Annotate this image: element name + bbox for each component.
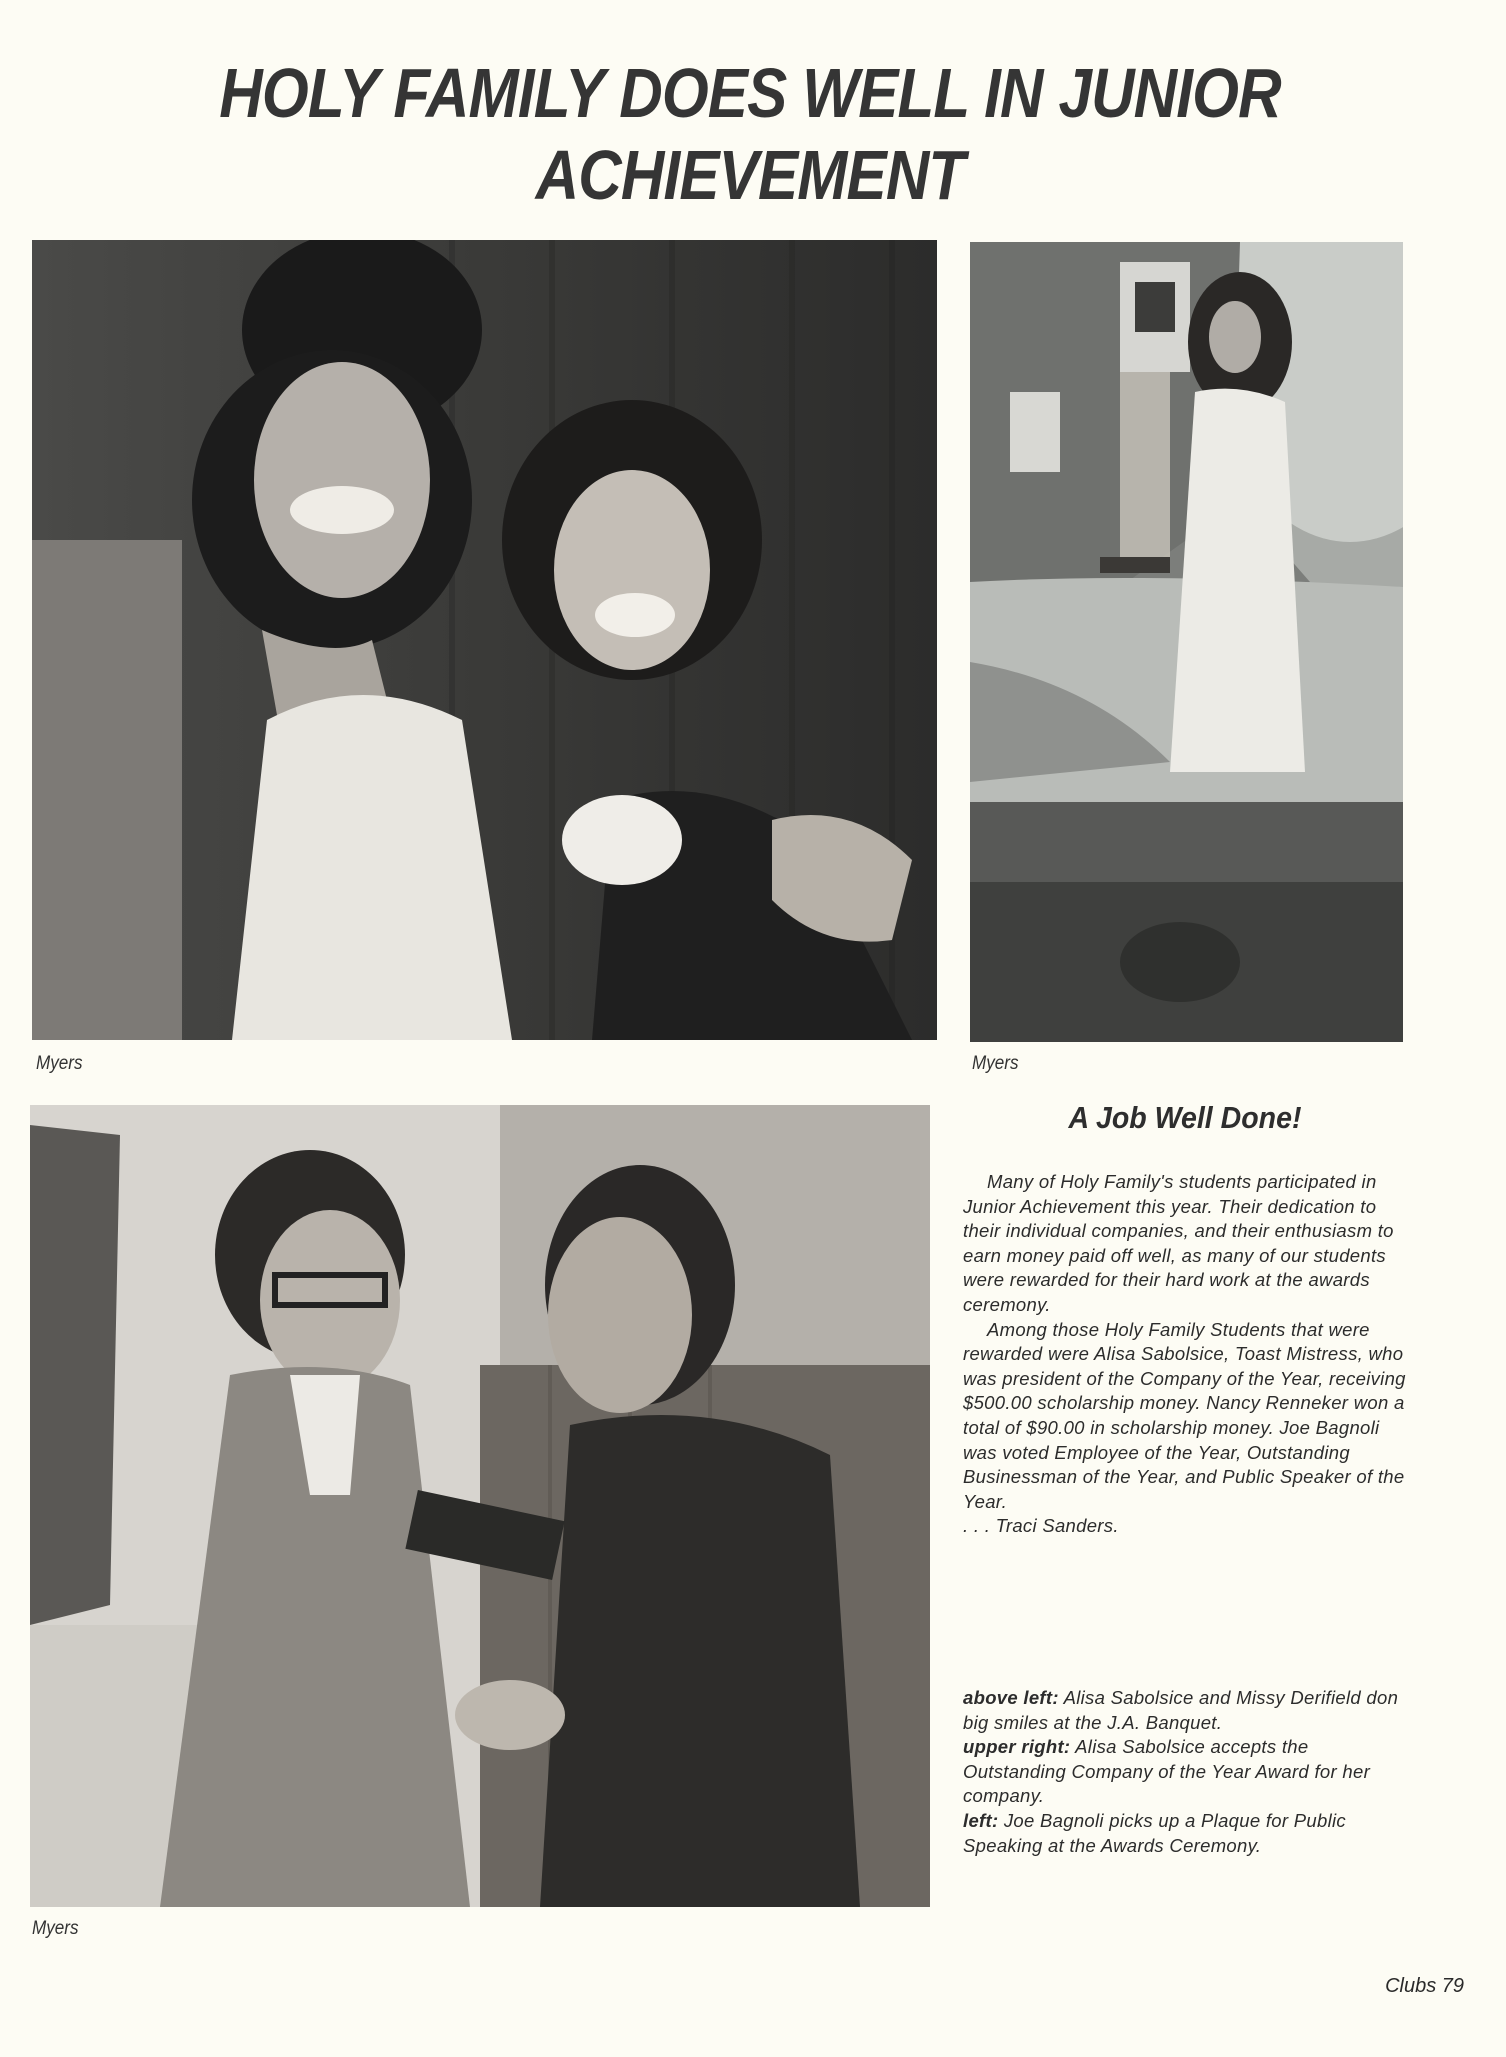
caption-above-left bbox=[963, 1686, 1408, 1735]
photo-credit: Myers bbox=[32, 1918, 79, 1939]
photo-trophy-image bbox=[970, 242, 1403, 1042]
photo-captions bbox=[963, 1686, 1408, 1858]
page-folio: Clubs 79 bbox=[1385, 1975, 1464, 1997]
story-paragraph: Among those Holy Family Students that were rewarded were Alisa Sabolsice, Toast Mistress, who was president of the Company of the Year, receiving $500.00 scholarship money. Nancy Renneker won a total of $90.00 in scholarship money. Joe Bagnoli was voted Employee of the Year, Outstanding Businessman of the Year, and Public Speaker of the Year. bbox=[963, 1318, 1406, 1512]
photo-credit: Myers bbox=[972, 1053, 1019, 1074]
story-body bbox=[963, 1170, 1408, 1539]
story-title: A Job Well Done! bbox=[1068, 1100, 1302, 1135]
caption-label: upper right: bbox=[963, 1736, 1071, 1758]
story-byline: . . . Traci Sanders. bbox=[963, 1515, 1119, 1537]
caption-text: Alisa Sabolsice and Missy Derifield don big smiles at the J.A. Banquet. bbox=[963, 1687, 1399, 1733]
caption-text: Alisa Sabolsice accepts the Outstanding Company of the Year Award for her company. bbox=[963, 1736, 1371, 1807]
caption-label: above left: bbox=[963, 1687, 1059, 1708]
story-paragraph: Many of Holy Family's students participated in Junior Achievement this year. Their dedication to their individual companies, and their enthusiasm to earn money paid off well, as many of our students were rewarded for their hard work at the awards ceremony. bbox=[963, 1171, 1394, 1315]
caption-upper-right bbox=[963, 1735, 1408, 1809]
photo-handshake-plaque bbox=[30, 1105, 930, 1907]
photo-credit: Myers bbox=[36, 1053, 83, 1074]
caption-text: Joe Bagnoli picks up a Plaque for Public Speaking at the Awards Ceremony. bbox=[963, 1809, 1346, 1856]
caption-left bbox=[963, 1809, 1408, 1858]
photo-student-with-trophy bbox=[970, 242, 1403, 1042]
photo-handshake-image bbox=[30, 1105, 930, 1907]
photo-two-students-smiling bbox=[32, 240, 937, 1040]
caption-label: left: bbox=[963, 1809, 999, 1831]
photo-two-students-image bbox=[32, 240, 937, 1040]
page-headline: HOLY FAMILY DOES WELL IN JUNIOR ACHIEVEMENT bbox=[219, 54, 1281, 214]
